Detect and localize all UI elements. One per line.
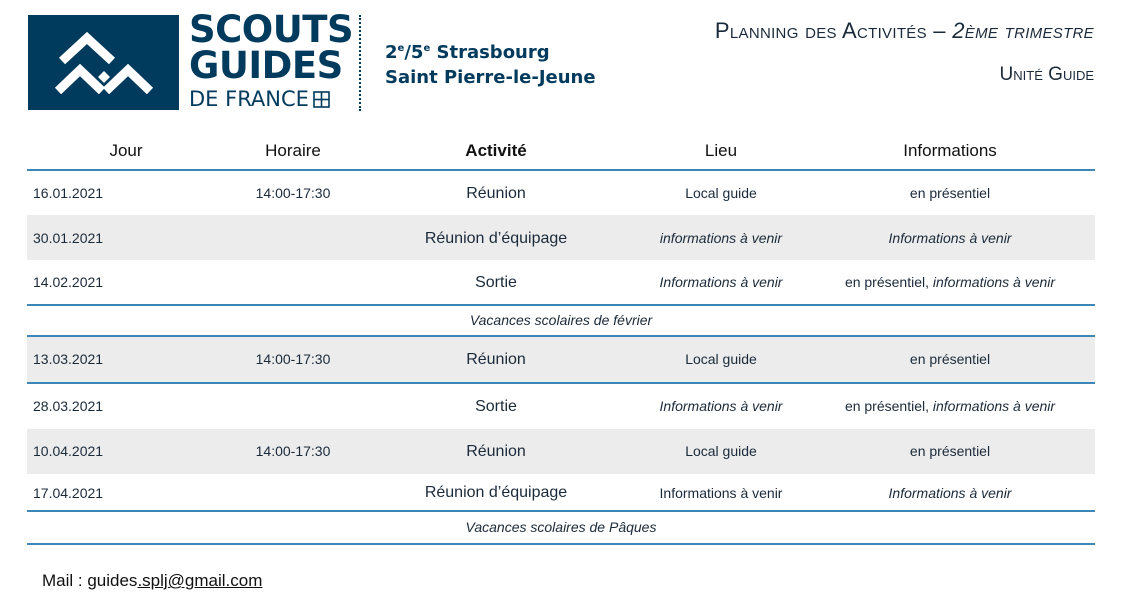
- row-time: 14:00-17:30: [255, 443, 331, 459]
- brand-wordmark: [189, 8, 354, 114]
- group-number-b: /5: [404, 42, 424, 63]
- page-title-term: 2ème trimestre: [952, 18, 1094, 43]
- row-activity: Réunion: [466, 185, 526, 202]
- row-info-text: en présentiel: [909, 443, 991, 459]
- header-divider: [359, 15, 361, 111]
- page-title-main: Planning des Activités –: [714, 18, 953, 43]
- row-date: 16.01.2021: [33, 185, 104, 201]
- row-info: [910, 185, 990, 201]
- row-place: Local guide: [685, 185, 757, 201]
- brand-line-2: GUIDES: [189, 44, 343, 87]
- group-city: Strasbourg: [430, 42, 550, 63]
- row-info: [845, 398, 1055, 414]
- table-row: [27, 215, 1095, 260]
- page-subtitle: Unité Guide: [999, 64, 1094, 85]
- cross-icon: [313, 91, 330, 108]
- row-activity: Réunion: [466, 443, 526, 460]
- page-title: [715, 18, 1094, 44]
- row-info: Informations à venir: [888, 485, 1012, 501]
- brand-line-1: SCOUTS: [189, 8, 354, 51]
- row-time: 14:00-17:30: [255, 351, 331, 367]
- activities-table: [27, 134, 1095, 545]
- row-info-italic: informations à venir: [932, 274, 1056, 290]
- row-date: 28.03.2021: [33, 398, 104, 414]
- row-info-italic: informations à venir: [932, 398, 1056, 414]
- row-info: [910, 351, 990, 367]
- mail-label: Mail : guides: [42, 571, 138, 590]
- row-date: 17.04.2021: [33, 485, 104, 501]
- row-activity: Réunion d’équipage: [424, 484, 568, 501]
- logo-emblem-icon: [28, 15, 179, 110]
- row-date: 30.01.2021: [33, 230, 104, 246]
- row-info-text: en présentiel,: [844, 398, 933, 414]
- column-header-place: Lieu: [704, 141, 738, 160]
- row-info-text: en présentiel: [909, 351, 991, 367]
- vacation-row-easter: Vacances scolaires de Pâques: [27, 510, 1095, 545]
- column-header-day: Jour: [109, 141, 143, 160]
- row-info-text: en présentiel: [909, 185, 991, 201]
- row-info: [845, 274, 1055, 290]
- row-activity: Réunion d’équipage: [424, 230, 568, 247]
- column-header-time: Horaire: [265, 141, 321, 160]
- row-info: Informations à venir: [888, 230, 1012, 246]
- column-header-info: Informations: [903, 141, 997, 160]
- row-info: [910, 443, 990, 459]
- group-line-1: [385, 36, 596, 65]
- group-number-a: 2: [385, 42, 398, 63]
- row-place: Local guide: [685, 443, 757, 459]
- row-activity: Réunion: [466, 351, 526, 368]
- row-time: 14:00-17:30: [255, 185, 331, 201]
- row-place: Informations à venir: [659, 485, 783, 501]
- table-row: [27, 171, 1095, 215]
- row-date: 13.03.2021: [33, 351, 104, 367]
- contact-mail: [42, 571, 262, 591]
- row-activity: Sortie: [475, 274, 517, 291]
- brand-country: DE FRANCE: [189, 87, 309, 111]
- row-place: Informations à venir: [659, 274, 783, 290]
- row-date: 10.04.2021: [33, 443, 104, 459]
- row-place: Informations à venir: [659, 398, 783, 414]
- group-name: [385, 36, 596, 90]
- group-line-2: Saint Pierre-le-Jeune: [385, 67, 596, 88]
- mail-link[interactable]: .splj@gmail.com: [137, 571, 263, 590]
- row-info-text: en présentiel,: [844, 274, 933, 290]
- group-sup-a: e: [397, 43, 405, 54]
- table-row: [27, 335, 1095, 382]
- table-row: [27, 382, 1095, 429]
- row-date: 14.02.2021: [33, 274, 104, 290]
- row-place: informations à venir: [659, 230, 783, 246]
- table-header: [27, 134, 1095, 171]
- row-activity: Sortie: [475, 398, 517, 415]
- table-row: [27, 260, 1095, 304]
- scouts-guides-logo: [28, 15, 179, 110]
- table-row: [27, 474, 1095, 510]
- vacation-row-february: Vacances scolaires de février: [27, 304, 1095, 335]
- table-row: [27, 429, 1095, 474]
- column-header-activity: Activité: [465, 141, 527, 160]
- row-place: Local guide: [685, 351, 757, 367]
- brand-line-3: [189, 84, 353, 114]
- group-sup-b: e: [423, 43, 431, 54]
